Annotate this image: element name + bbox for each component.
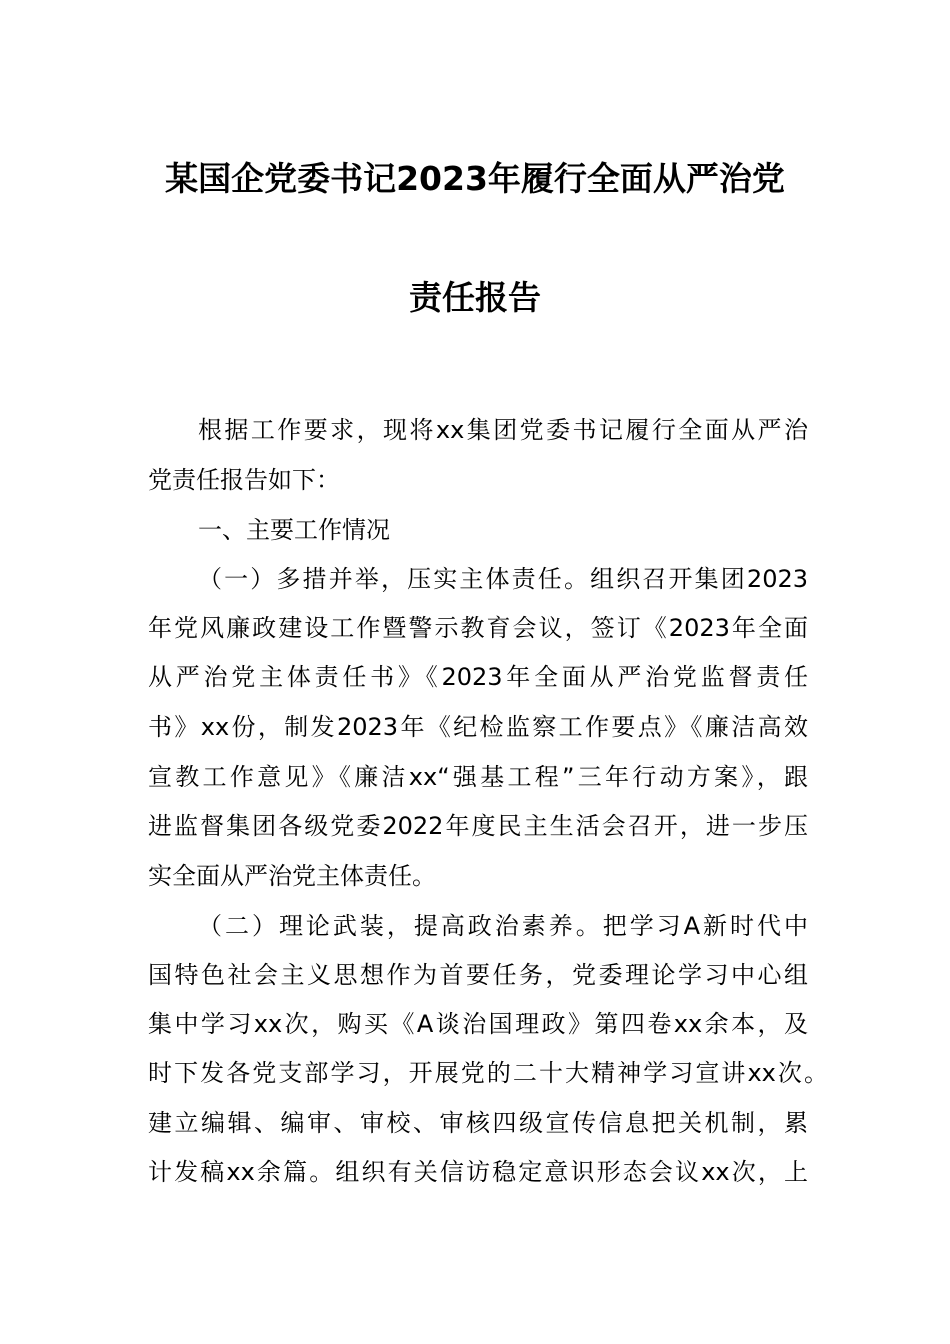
paragraph-line: 年党风廉政建设工作暨警示教育会议，签订《2023年全面	[148, 614, 808, 642]
paragraph-line: （一）多措并举，压实主体责任。组织召开集团2023	[198, 565, 808, 593]
paragraph-line: 实全面从严治党主体责任。	[148, 862, 436, 890]
paragraph-line: 时下发各党支部学习，开展党的二十大精神学习宣讲xx次。	[148, 1059, 828, 1087]
paragraph-line: 国特色社会主义思想作为首要任务，党委理论学习中心组	[148, 961, 808, 989]
paragraph-line: 书》xx份，制发2023年《纪检监察工作要点》《廉洁高效	[148, 713, 808, 741]
paragraph-line: 建立编辑、编审、审校、审核四级宣传信息把关机制，累	[148, 1109, 808, 1137]
document-title-line-2: 责任报告	[409, 278, 541, 317]
paragraph-line: 计发稿xx余篇。组织有关信访稳定意识形态会议xx次，上	[148, 1158, 808, 1186]
document-title-line-1: 某国企党委书记2023年履行全面从严治党	[165, 159, 785, 198]
paragraph-line: 从严治党主体责任书》《2023年全面从严治党监督责任	[148, 663, 808, 691]
section-heading: 一、主要工作情况	[198, 516, 390, 544]
paragraph-line: （二）理论武装，提高政治素养。把学习A新时代中	[198, 912, 808, 940]
paragraph-line: 进监督集团各级党委2022年度民主生活会召开，进一步压	[148, 812, 808, 840]
paragraph-line: 根据工作要求，现将xx集团党委书记履行全面从严治	[198, 416, 808, 444]
paragraph-line: 党责任报告如下：	[148, 466, 340, 494]
paragraph-line: 宣教工作意见》《廉洁xx“强基工程”三年行动方案》，跟	[148, 763, 808, 791]
paragraph-line: 集中学习xx次，购买《A谈治国理政》第四卷xx余本，及	[148, 1010, 808, 1038]
